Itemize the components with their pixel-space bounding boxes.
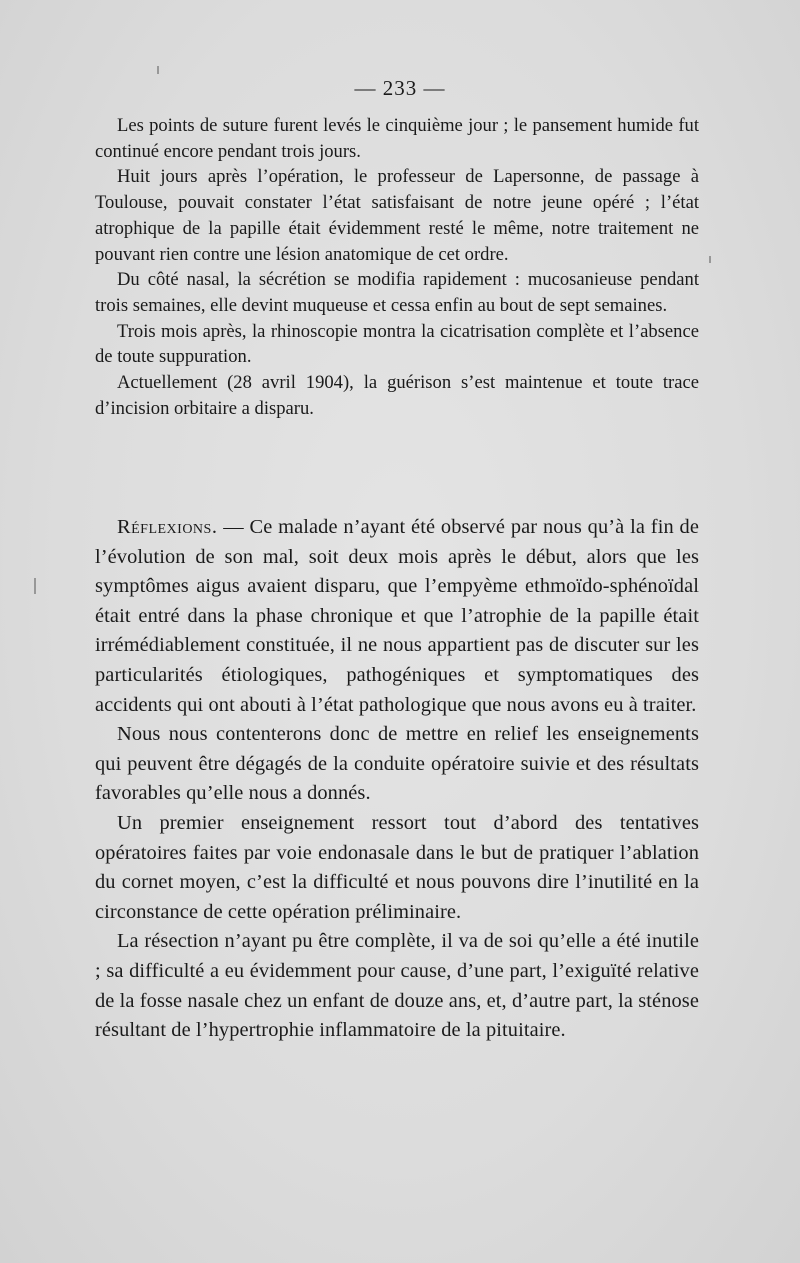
observation-text bbox=[95, 113, 699, 421]
scan-speck bbox=[709, 256, 711, 263]
paragraph: Actuellement (28 avril 1904), la guérison s’est maintenue et toute trace d’incision orbitaire a disparu. bbox=[95, 372, 699, 419]
paragraph: Trois mois après, la rhinoscopie montra la cicatrisation complète et l’absence de toute suppuration. bbox=[95, 320, 699, 368]
paragraph: Huit jours après l’opération, le professeur de Lapersonne, de passage à Toulouse, pouvait constater l’état satisfaisant de notre jeune opéré ; l’état atrophique de la papille était évidemment resté le même, notre traitement ne pouvant rien contre une lésion anatomique de cet ordre. bbox=[95, 166, 699, 265]
paragraph: La résection n’ayant pu être complète, il va de soi qu’elle a été inutile ; sa difficulté a eu évidemment pour cause, d’une part, l’exiguïté relative de la fosse nasale chez un enfant de douze ans, et, d’autre part, la sténose résultant de l’hypertrophie inflammatoire de la pituitaire. bbox=[95, 930, 699, 1042]
scan-speck bbox=[34, 578, 36, 594]
paragraph: Les points de suture furent levés le cinquième jour ; le pansement humide fut continué encore pendant trois jours. bbox=[95, 115, 699, 162]
reflexions-heading: Réflexions. bbox=[117, 516, 218, 538]
page-number: — 233 — bbox=[354, 76, 446, 100]
paragraph: Du côté nasal, la sécrétion se modifia rapidement : mucosanieuse pendant trois semaines, elle devint muqueuse et cessa enfin au bout de sept semaines. bbox=[95, 269, 699, 316]
reflexions-text: — Ce malade n’ayant été observé par nous qu’à la fin de l’évolution de son mal, soit deux mois après le début, alors que les symptômes aigus avaient disparu, que l’empyème ethmoïdo-sphénoïdal était entré dans la phase chronique et que l’atrophie de la papille était irrémédiablement constituée, il ne nous appartient pas de discuter sur les particularités étiologiques, pathogéniques et symptomatiques des accidents qui ont abouti à l’état pathologique que nous avons eu à traiter. bbox=[95, 516, 699, 716]
reflexions-paragraph bbox=[95, 513, 699, 720]
reflexions-section bbox=[95, 513, 699, 1046]
scan-speck bbox=[157, 66, 159, 74]
paragraph: Nous nous contenterons donc de mettre en relief les enseignements qui peuvent être dégagés de la conduite opératoire suivie et des résultats favorables qu’elle nous a donnés. bbox=[95, 723, 699, 805]
paragraph: Un premier enseignement ressort tout d’abord des tentatives opératoires faites par voie endonasale dans le but de pratiquer l’ablation du cornet moyen, c’est la difficulté et nous pouvons dire l’inutilité en la circonstance de cette opération préliminaire. bbox=[95, 811, 699, 923]
